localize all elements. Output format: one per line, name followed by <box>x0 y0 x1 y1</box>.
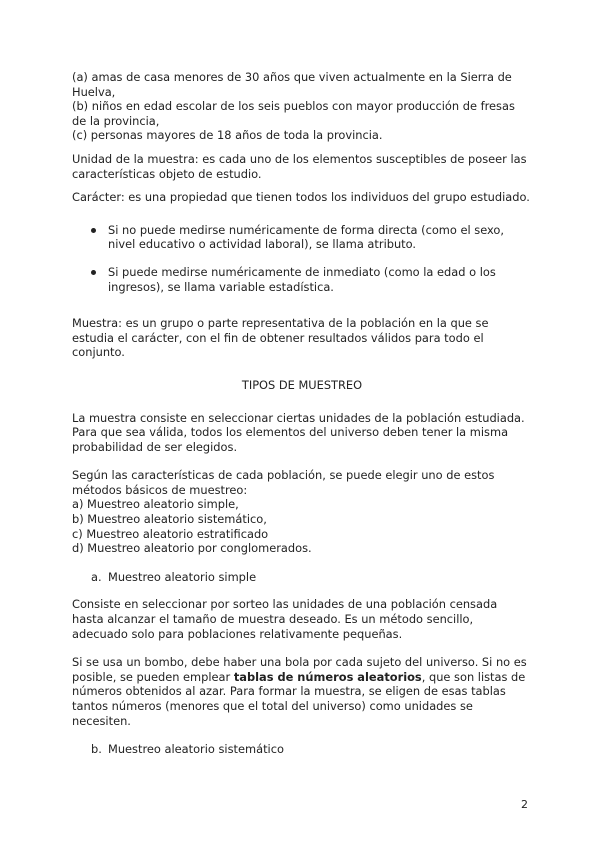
subheading-a <box>72 570 532 585</box>
bullet-atributo <box>72 223 532 252</box>
bombo-paragraph <box>72 655 532 728</box>
example-b: (b) niños en edad escolar de los seis pueblos con mayor producción de fresas de la provincia, <box>72 99 515 128</box>
bullet-text: Si no puede medirse numéricamente de forma directa (como el sexo, nivel educativo o actividad laboral), se llama atributo. <box>108 222 504 252</box>
method-item: d) Muestreo aleatorio por conglomerados. <box>72 541 312 556</box>
subheading-b <box>72 742 532 757</box>
simple-description: Consiste en seleccionar por sorteo las unidades de una población censada hasta alcanzar el tamaño de muestra deseado. Es un método sencillo, adecuado solo para poblaciones relativamente pequeñas. <box>72 597 498 641</box>
bullet-variable <box>72 265 532 294</box>
bombo-text-after: , que son listas de números obtenidos al azar. Para formar la muestra, se eligen de esas tablas tantos números (menores que el total del universo) como unidades se necesiten. <box>72 669 526 728</box>
page-number: 2 <box>521 798 528 811</box>
methods-list <box>72 468 532 556</box>
definition-caracter: Carácter: es una propiedad que tienen todos los individuos del grupo estudiado. <box>72 190 530 205</box>
bombo-bold-term: tablas de números aleatorios <box>233 669 422 684</box>
examples-list <box>72 70 532 143</box>
intro-paragraph: La muestra consiste en seleccionar ciertas unidades de la población estudiada. Para que sea válida, todos los elementos del universo deben tener la misma probabilidad de ser elegidos. <box>72 410 525 454</box>
section-title: TIPOS DE MUESTREO <box>241 377 363 392</box>
subheading-marker: b. <box>91 742 102 757</box>
example-c: (c) personas mayores de 18 años de toda la provincia. <box>72 128 383 143</box>
bullet-icon <box>91 228 96 233</box>
definition-unidad: Unidad de la muestra: es cada uno de los elementos susceptibles de poseer las características objeto de estudio. <box>72 151 527 181</box>
method-item: b) Muestreo aleatorio sistemático, <box>72 512 267 527</box>
subheading-label: Muestreo aleatorio sistemático <box>108 742 284 757</box>
bullet-text: Si puede medirse numéricamente de inmediato (como la edad o los ingresos), se llama variable estadística. <box>108 264 496 294</box>
subheading-label: Muestreo aleatorio simple <box>108 569 257 584</box>
bombo-text-before: Si se usa un bombo, debe haber una bola por cada sujeto del universo. Si no es posible, se pueden emplear <box>72 655 527 684</box>
method-item: a) Muestreo aleatorio simple, <box>72 497 239 512</box>
caracter-types-list <box>72 223 532 294</box>
definition-muestra: Muestra: es un grupo o parte representativa de la población en la que se estudia el carácter, con el fin de obtener resultados válidos para todo el conjunto. <box>72 316 489 360</box>
subheading-marker: a. <box>91 569 102 584</box>
method-item: c) Muestreo aleatorio estratificado <box>72 526 269 541</box>
example-a: (a) amas de casa menores de 30 años que viven actualmente en la Sierra de Huelva, <box>72 70 512 99</box>
methods-intro: Según las características de cada población, se puede elegir uno de estos métodos básicos de muestreo: <box>72 468 495 497</box>
bullet-icon <box>91 270 96 275</box>
document-page <box>72 70 532 770</box>
